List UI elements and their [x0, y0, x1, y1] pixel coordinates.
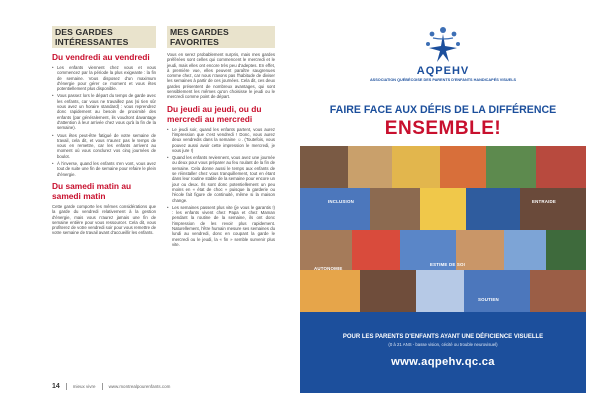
aqpehv-logo [300, 26, 586, 83]
ad-bottom-banner [300, 312, 586, 393]
photo-tile [440, 146, 486, 188]
list-item: • Le jeudi soir, quand les enfants partent, vous aurez l'impression que c'est vendredi ! Donc, vous aurez deux vendredis dans la semaine ☺. (Toutefois, vous pouvez aussi avoir cette impression le mercredi, je vous jure !) [167, 127, 275, 153]
article-column-2 [167, 26, 275, 249]
photo-tile [300, 270, 360, 312]
ad-website-link[interactable]: www.aqpehv.qc.ca [391, 356, 495, 368]
photo-tile [300, 230, 352, 270]
photo-tile [360, 270, 416, 312]
article-column-1 [52, 26, 156, 239]
label-autonomie: AUTONOMIE [314, 266, 343, 271]
footer-divider [102, 383, 103, 390]
list-item: • À l'inverse, quand les enfants s'en vont, vous avez tout de suite une fin de semaine pour refaire le plein d'énergie. [52, 161, 156, 177]
org-acronym: AQPEHV [416, 65, 470, 77]
column-1-heading: DES GARDES INTÉRESSANTES [52, 26, 156, 48]
photo-tile [464, 270, 530, 312]
footer-divider [66, 383, 67, 390]
star-people-icon [423, 26, 463, 64]
page-footer [52, 383, 170, 390]
list-item: • Les enfants viennent chez vous et vous commencez par la période la plus exigeante : la fin de semaine. Vous disposez d'un maximum d'énergie pour gérer ce moment et vous êtes potentiellement plus disponible. [52, 65, 156, 91]
photo-tile [352, 230, 400, 270]
photo-mosaic [300, 146, 586, 312]
section-heading-jeudi: Du jeudi au jeudi, ou du mercredi au mercredi [167, 103, 262, 124]
list-item: • Quand les enfants reviennent, vous avez une journée ou deux pour vous préparer au feu roulant de la fin de semaine. Cela donne aussi le temps aux enfants de se réinstaller chez vous tranquillement, tout en étant dans leur routine stable de la semaine pour encore un jour ou deux. Ils sont donc potentiellement un peu moins en « état de choc » puisque la garderie ou l'école fait figure de continuité, même si la maison change. [167, 155, 275, 203]
ad-tagline: FAIRE FACE AUX DÉFIS DE LA DIFFÉRENCE [329, 104, 557, 116]
issue-label: mieux vivre [72, 384, 96, 389]
label-inclusion: INCLUSION [328, 199, 354, 204]
label-estime-de-soi: ESTIME DE SOI [430, 262, 466, 267]
ad-audience-line: POUR LES PARENTS D'ENFANTS AYANT UNE DÉFICIENCE VISUELLE [342, 334, 544, 340]
paragraph-intro: Vous en serez probablement surpris, mais mes gardes préférées sont celles qui commencent le mercredi et le jeudi, mais elles ont encore très peu d'adeptes. En effet, à première vue, elles peuvent paraître saugrenues comme chez, car nous n'avons pas l'habitude de diviser les semaines à partir de ces journées. Cela dit, ces deux gardes présentent de nombreux avantages, qui sont sensiblement les mêmes qu'on choisisse le jeudi ou le mercredi comme point de départ. [167, 52, 275, 100]
photo-tile [300, 146, 348, 188]
photo-tile [530, 270, 586, 312]
photo-tile [300, 188, 370, 230]
photo-tile [370, 188, 420, 230]
column-2-heading: MES GARDES FAVORITES [167, 26, 275, 48]
section-heading-vendredi: Du vendredi au vendredi [52, 52, 150, 62]
list-item: • Vous êtes peut-être fatigué de votre semaine de travail, cela dit, et vous n'aurez pas le temps de vous en remettre, car les enfants arrivent au moment où vous conclurez vos cinq journées de boulot. [52, 133, 156, 159]
photo-tile [466, 188, 520, 230]
ad-tagline-ensemble: ENSEMBLE! [384, 118, 502, 139]
photo-tile [486, 146, 536, 188]
section-heading-samedi: Du samedi matin au samedi matin [52, 180, 132, 201]
photo-tile [348, 146, 392, 188]
label-soutien: SOUTIEN [478, 297, 499, 302]
org-full-name: ASSOCIATION QUÉBÉCOISE DES PARENTS D'ENFANTS HANDICAPÉS VISUELS [369, 78, 517, 82]
photo-tile [536, 146, 586, 188]
paragraph-samedi: Cette garde comporte les mêmes considérations que la garde du vendredi relativement à la gestion d'énergie, mais vous n'aurez jamais une fin de semaine entière pour vous ressourcer. Cela dit, vous profiterez de votre vendredi soir pour vous remettre de votre semaine de travail avant d'accueillir les enfants. [52, 203, 156, 236]
photo-tile [504, 230, 546, 270]
page-number: 14 [52, 383, 60, 390]
label-entraide: ENTRAIDE [532, 199, 557, 204]
aqpehv-advertisement [300, 18, 586, 393]
photo-tile [520, 188, 586, 230]
ad-age-range: (0 à 21 ANS - basse vision, cécité ou trouble neurovisuel) [388, 342, 498, 347]
photo-tile [546, 230, 586, 270]
list-item: • Les semaines passent plus vite (je vous le garantis !) : les enfants vivent chez Papa et chez Maman pendant la routine de la semaine, ils ont donc l'impression de les revoir plus rapidement. Naturellement, l'être humain mesure ses semaines du lundi au vendredi, donc en coupant la garde le mercredi ou le jeudi, la « fin » semble survenir plus vite. [167, 205, 275, 247]
bullet-list-vendredi [52, 65, 156, 177]
photo-tile [420, 188, 466, 230]
photo-tile [416, 270, 464, 312]
website-url[interactable]: www.montrealpourenfants.com [108, 384, 171, 389]
photo-tile [392, 146, 440, 188]
bullet-list-jeudi [167, 127, 275, 248]
list-item: • Vous passez lors le départ du temps de garde avec les enfants, car vous ne travaillez pas (si tien sûr vous avez un horaire standard) : vous reprendrez donc rapidement au besoin de proximité des enfants (par généralement, ils voudront davantage d'attention à leur arrivée chez vous qu'à la fin de la semaine). [52, 93, 156, 130]
